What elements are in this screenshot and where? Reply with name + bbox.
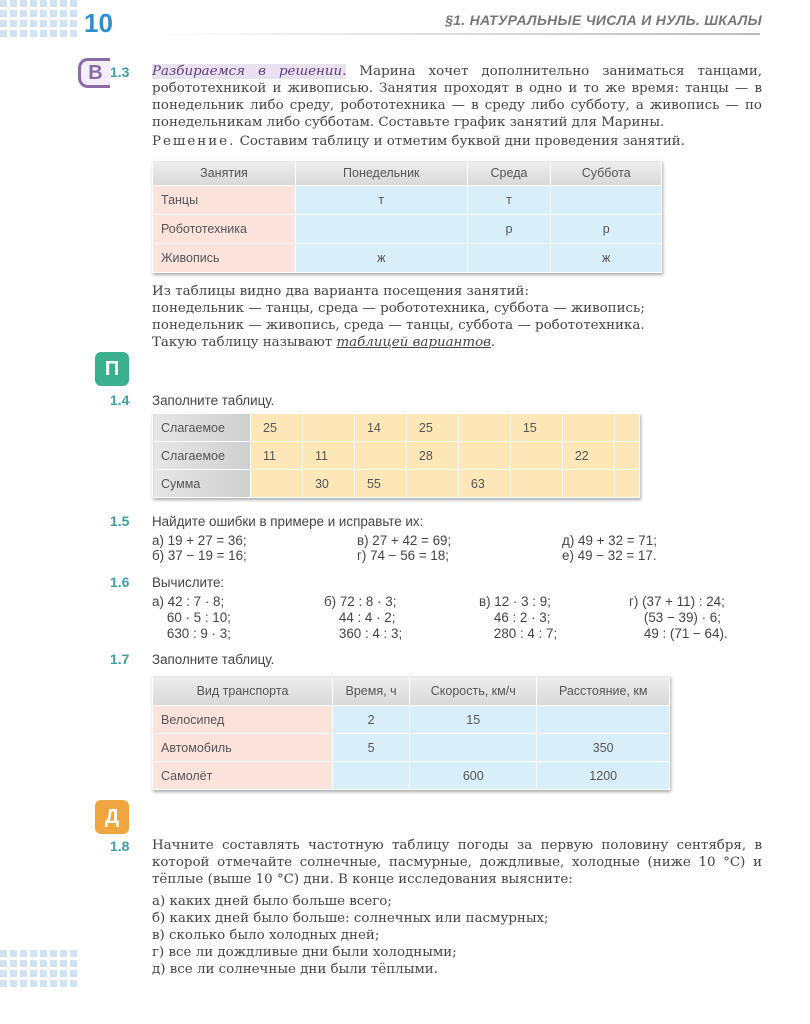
row-label: Самолёт bbox=[153, 762, 333, 790]
solution-body: Составим таблицу и отметим буквой дни проведения занятий. bbox=[235, 134, 685, 149]
dot bbox=[20, 0, 27, 7]
text-line: Такую таблицу называют bbox=[152, 335, 337, 350]
table-cell: 14 bbox=[354, 414, 406, 442]
level-badge-v: В bbox=[78, 58, 110, 88]
dot bbox=[20, 10, 27, 17]
example: 360 : 4 : 3; bbox=[324, 626, 403, 641]
table-cell: 25 bbox=[251, 414, 303, 442]
dot bbox=[50, 30, 57, 37]
level-badge-d: Д bbox=[95, 800, 129, 834]
question-item: в) сколько было холодных дней; bbox=[152, 928, 380, 943]
dot bbox=[10, 950, 17, 957]
dot bbox=[30, 0, 37, 7]
example-column bbox=[479, 594, 629, 642]
table-row bbox=[153, 244, 662, 273]
exercise-text: Вычислите: bbox=[152, 575, 225, 590]
decorative-dots bbox=[0, 0, 77, 37]
column-header: Скорость, км/ч bbox=[410, 676, 537, 706]
dot bbox=[40, 0, 47, 7]
dot bbox=[70, 20, 77, 27]
solution-text bbox=[152, 133, 762, 150]
dot bbox=[40, 970, 47, 977]
dot bbox=[0, 0, 7, 7]
dot bbox=[60, 960, 67, 967]
column-header: Среда bbox=[467, 161, 551, 186]
table-row bbox=[153, 414, 640, 442]
text-line: Из таблицы видно два варианта посещения занятий: bbox=[152, 284, 529, 299]
example: б) 37 − 19 = 16; bbox=[152, 548, 247, 563]
exercise-number: 1.7 bbox=[110, 651, 130, 667]
example: 49 : (71 − 64). bbox=[629, 626, 728, 641]
exercise-text: Заполните таблицу. bbox=[152, 393, 275, 408]
table-cell bbox=[562, 470, 614, 498]
question-item: а) каких дней было больше всего; bbox=[152, 894, 392, 909]
example-column bbox=[562, 533, 762, 563]
table-cell: 15 bbox=[510, 414, 562, 442]
header-row bbox=[153, 676, 670, 706]
table-row bbox=[153, 762, 670, 790]
dot bbox=[50, 980, 57, 987]
table-cell: 28 bbox=[406, 442, 458, 470]
exercise-number: 1.3 bbox=[110, 64, 130, 80]
table-cell bbox=[614, 414, 639, 442]
dot bbox=[40, 30, 47, 37]
column-header: Вид транспорта bbox=[153, 676, 333, 706]
exercise-text bbox=[152, 63, 762, 131]
table-cell bbox=[510, 470, 562, 498]
dot bbox=[10, 10, 17, 17]
row-label: Автомобиль bbox=[153, 734, 333, 762]
dot bbox=[20, 960, 27, 967]
example-column bbox=[152, 594, 324, 642]
example: д) 49 + 32 = 71; bbox=[562, 533, 657, 548]
dot bbox=[70, 30, 77, 37]
column-header: Суббота bbox=[551, 161, 662, 186]
example: 60 · 5 : 10; bbox=[152, 610, 231, 625]
column-header: Понедельник bbox=[296, 161, 468, 186]
table-cell: т bbox=[467, 186, 551, 215]
example: г) (37 + 11) : 24; bbox=[629, 594, 725, 609]
dot bbox=[50, 20, 57, 27]
dot bbox=[60, 0, 67, 7]
question-item: г) все ли дождливые дни были холодными; bbox=[152, 945, 457, 960]
table-cell: 30 bbox=[302, 470, 354, 498]
example: 46 : 2 · 3; bbox=[479, 610, 551, 625]
table-cell: 63 bbox=[458, 470, 510, 498]
question-item: б) каких дней было больше: солнечных или пасмурных; bbox=[152, 911, 549, 926]
dot bbox=[0, 10, 7, 17]
dot bbox=[30, 960, 37, 967]
dot bbox=[40, 20, 47, 27]
text-line: понедельник — живопись, среда — танцы, суббота — робототехника. bbox=[152, 318, 645, 333]
question-list bbox=[152, 893, 762, 978]
example: в) 27 + 42 = 69; bbox=[357, 533, 452, 548]
dot bbox=[60, 980, 67, 987]
dot bbox=[10, 960, 17, 967]
table-row bbox=[153, 470, 640, 498]
example: б) 72 : 8 · 3; bbox=[324, 594, 397, 609]
example: е) 49 − 32 = 17. bbox=[562, 548, 657, 563]
dot bbox=[30, 970, 37, 977]
dot bbox=[50, 960, 57, 967]
solution-label: Решение. bbox=[152, 134, 236, 149]
header-row bbox=[153, 161, 662, 186]
table-cell: ж bbox=[296, 244, 468, 273]
dot bbox=[60, 970, 67, 977]
dot bbox=[20, 30, 27, 37]
row-label: Живопись bbox=[153, 244, 296, 273]
punct: . bbox=[490, 335, 496, 350]
example: а) 19 + 27 = 36; bbox=[152, 533, 247, 548]
table-cell bbox=[302, 414, 354, 442]
dot bbox=[10, 20, 17, 27]
dot bbox=[40, 960, 47, 967]
dot bbox=[40, 10, 47, 17]
dot bbox=[30, 10, 37, 17]
text-line: понедельник — танцы, среда — робототехника, суббота — живопись; bbox=[152, 301, 645, 316]
table-cell: 22 bbox=[562, 442, 614, 470]
table-row bbox=[153, 706, 670, 734]
dot bbox=[70, 980, 77, 987]
example-column bbox=[152, 533, 357, 563]
row-label: Сумма bbox=[153, 470, 251, 498]
dot bbox=[30, 950, 37, 957]
page-number: 10 bbox=[84, 8, 113, 38]
dot bbox=[40, 980, 47, 987]
transport-table bbox=[152, 675, 670, 790]
table-cell bbox=[354, 442, 406, 470]
dot bbox=[50, 970, 57, 977]
table-cell: 11 bbox=[302, 442, 354, 470]
dot bbox=[0, 20, 7, 27]
table-cell bbox=[614, 470, 639, 498]
table-cell bbox=[333, 762, 410, 790]
dot bbox=[70, 960, 77, 967]
table-cell bbox=[510, 442, 562, 470]
row-label: Велосипед bbox=[153, 706, 333, 734]
dot bbox=[20, 980, 27, 987]
row-label: Слагаемое bbox=[153, 414, 251, 442]
dot bbox=[60, 30, 67, 37]
example-column bbox=[629, 594, 779, 642]
dot bbox=[60, 20, 67, 27]
example: (53 − 39) · 6; bbox=[629, 610, 721, 625]
section-title: §1. НАТУРАЛЬНЫЕ ЧИСЛА И НУЛЬ. ШКАЛЫ bbox=[445, 12, 762, 28]
exercise-number: 1.8 bbox=[110, 838, 130, 854]
table-cell bbox=[251, 470, 303, 498]
examples-1-6 bbox=[152, 594, 779, 642]
term: таблицей вариантов bbox=[336, 335, 491, 350]
table-cell: ж bbox=[551, 244, 662, 273]
table-cell bbox=[406, 470, 458, 498]
table-cell: 600 bbox=[410, 762, 537, 790]
dot bbox=[30, 30, 37, 37]
dot bbox=[60, 950, 67, 957]
dot bbox=[0, 980, 7, 987]
column-header: Расстояние, км bbox=[537, 676, 670, 706]
dot bbox=[10, 0, 17, 7]
dot bbox=[50, 950, 57, 957]
decorative-dots bbox=[0, 950, 77, 987]
exercise-text: Начните составлять частотную таблицу погоды за первую половину сентября, в которой отмечайте солнечные, пасмурные, дождливые, холодные (ниже 10 °С) и тёплые (выше 10 °С) дни. В конце исследования выясните: bbox=[152, 838, 762, 887]
header-rule bbox=[150, 33, 760, 35]
row-label: Танцы bbox=[153, 186, 296, 215]
conclusion-text bbox=[152, 283, 762, 351]
dot bbox=[0, 30, 7, 37]
column-header: Время, ч bbox=[333, 676, 410, 706]
table-cell: р bbox=[467, 215, 551, 244]
dot bbox=[0, 960, 7, 967]
example: а) 42 : 7 · 8; bbox=[152, 594, 225, 609]
table-row bbox=[153, 215, 662, 244]
table-cell: т bbox=[296, 186, 468, 215]
dot bbox=[70, 10, 77, 17]
schedule-table bbox=[152, 160, 662, 273]
example: г) 74 − 56 = 18; bbox=[357, 548, 449, 563]
row-label: Слагаемое bbox=[153, 442, 251, 470]
table-row bbox=[153, 186, 662, 215]
dot bbox=[20, 950, 27, 957]
table-cell bbox=[296, 215, 468, 244]
dot bbox=[10, 970, 17, 977]
sum-table bbox=[152, 413, 640, 498]
table-cell bbox=[467, 244, 551, 273]
table-row bbox=[153, 442, 640, 470]
question-item: д) все ли солнечные дни были тёплыми. bbox=[152, 962, 438, 977]
examples-1-5 bbox=[152, 533, 762, 563]
dot bbox=[0, 970, 7, 977]
table-cell bbox=[458, 414, 510, 442]
exercise-text: Найдите ошибки в примере и исправьте их: bbox=[152, 514, 424, 529]
example: 630 : 9 · 3; bbox=[152, 626, 231, 641]
table-row bbox=[153, 734, 670, 762]
exercise-number: 1.6 bbox=[110, 574, 130, 590]
table-cell bbox=[537, 706, 670, 734]
dot bbox=[50, 0, 57, 7]
table-cell: 350 bbox=[537, 734, 670, 762]
dot bbox=[30, 20, 37, 27]
table-cell bbox=[614, 442, 639, 470]
example: в) 12 · 3 : 9; bbox=[479, 594, 551, 609]
dot bbox=[30, 980, 37, 987]
row-label: Робототехника bbox=[153, 215, 296, 244]
table-cell bbox=[458, 442, 510, 470]
problem-text: Марина хочет дополнительно заниматься танцами, робототехникой и живописью. Занятия проходят в одно и то же время: танцы — в понедельник либо среду, робототехника — в среду либо субботу, а живопись — по понедельникам либо субботам. Составьте график занятий для Марины. bbox=[152, 64, 762, 130]
table-cell: 1200 bbox=[537, 762, 670, 790]
dot bbox=[70, 970, 77, 977]
table-cell: 2 bbox=[333, 706, 410, 734]
table-cell bbox=[562, 414, 614, 442]
lead-in: Разбираемся в решении. bbox=[152, 64, 347, 79]
table-cell bbox=[551, 186, 662, 215]
exercise-number: 1.5 bbox=[110, 513, 130, 529]
column-header: Занятия bbox=[153, 161, 296, 186]
table-cell: 55 bbox=[354, 470, 406, 498]
dot bbox=[40, 950, 47, 957]
dot bbox=[50, 10, 57, 17]
example-column bbox=[357, 533, 562, 563]
dot bbox=[60, 10, 67, 17]
table-cell: 25 bbox=[406, 414, 458, 442]
table-cell: 11 bbox=[251, 442, 303, 470]
dot bbox=[70, 950, 77, 957]
exercise-number: 1.4 bbox=[110, 392, 130, 408]
dot bbox=[10, 30, 17, 37]
example-column bbox=[324, 594, 479, 642]
table-cell: 5 bbox=[333, 734, 410, 762]
dot bbox=[0, 950, 7, 957]
dot bbox=[10, 980, 17, 987]
table-cell: 15 bbox=[410, 706, 537, 734]
level-badge-p: П bbox=[95, 352, 129, 386]
example: 44 : 4 · 2; bbox=[324, 610, 396, 625]
dot bbox=[20, 20, 27, 27]
dot bbox=[70, 0, 77, 7]
table-cell bbox=[410, 734, 537, 762]
table-cell: р bbox=[551, 215, 662, 244]
dot bbox=[20, 970, 27, 977]
example: 280 : 4 : 7; bbox=[479, 626, 558, 641]
exercise-text: Заполните таблицу. bbox=[152, 652, 275, 667]
